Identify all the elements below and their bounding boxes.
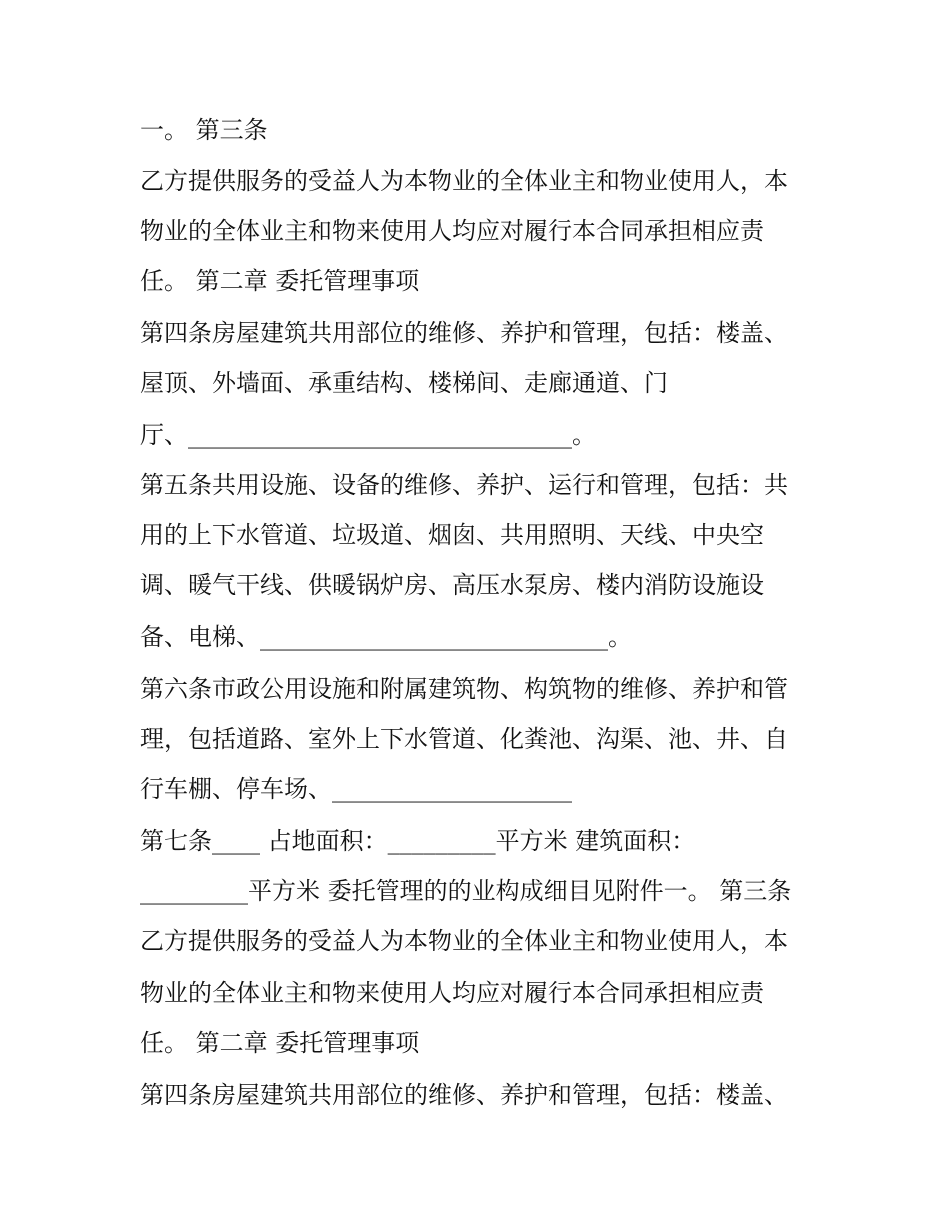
text-line: 第六条市政公用设施和附属建筑物、构筑物的维修、养护和管 [140, 675, 788, 703]
text-line: 第五条共用设施、设备的维修、养护、运行和管理，包括：共 [140, 471, 788, 499]
text-line: 调、暖气干线、供暖锅炉房、高压水泵房、楼内消防设施设 [140, 571, 764, 599]
text-line: 乙方提供服务的受益人为本物业的全体业主和物业使用人，本 [140, 167, 788, 195]
text-line: 任。 第二章 委托管理事项 [140, 1029, 420, 1057]
text-line: 行车棚、停车场、____________________ [140, 775, 572, 803]
text-line: 备、电梯、_____________________________。 [140, 623, 632, 651]
text-line: 厅、________________________________。 [140, 421, 596, 449]
text-line: 第四条房屋建筑共用部位的维修、养护和管理，包括：楼盖、 [140, 1081, 788, 1109]
text-line: 理，包括道路、室外上下水管道、化粪池、沟渠、池、井、自 [140, 725, 788, 753]
text-line: 物业的全体业主和物来使用人均应对履行本合同承担相应责 [140, 979, 764, 1007]
text-line: 一。 第三条 [140, 116, 268, 144]
text-line: 任。 第二章 委托管理事项 [140, 267, 420, 295]
text-line: 屋顶、外墙面、承重结构、楼梯间、走廊通道、门 [140, 369, 668, 397]
text-line: _________平方米 委托管理的的业构成细目见附件一。 第三条 [140, 877, 792, 905]
text-line: 第四条房屋建筑共用部位的维修、养护和管理，包括：楼盖、 [140, 319, 788, 347]
text-line: 乙方提供服务的受益人为本物业的全体业主和物业使用人，本 [140, 927, 788, 955]
text-line: 第七条____ 占地面积：_________平方米 建筑面积： [140, 827, 696, 855]
text-line: 物业的全体业主和物来使用人均应对履行本合同承担相应责 [140, 217, 764, 245]
text-line: 用的上下水管道、垃圾道、烟囱、共用照明、天线、中央空 [140, 521, 764, 549]
